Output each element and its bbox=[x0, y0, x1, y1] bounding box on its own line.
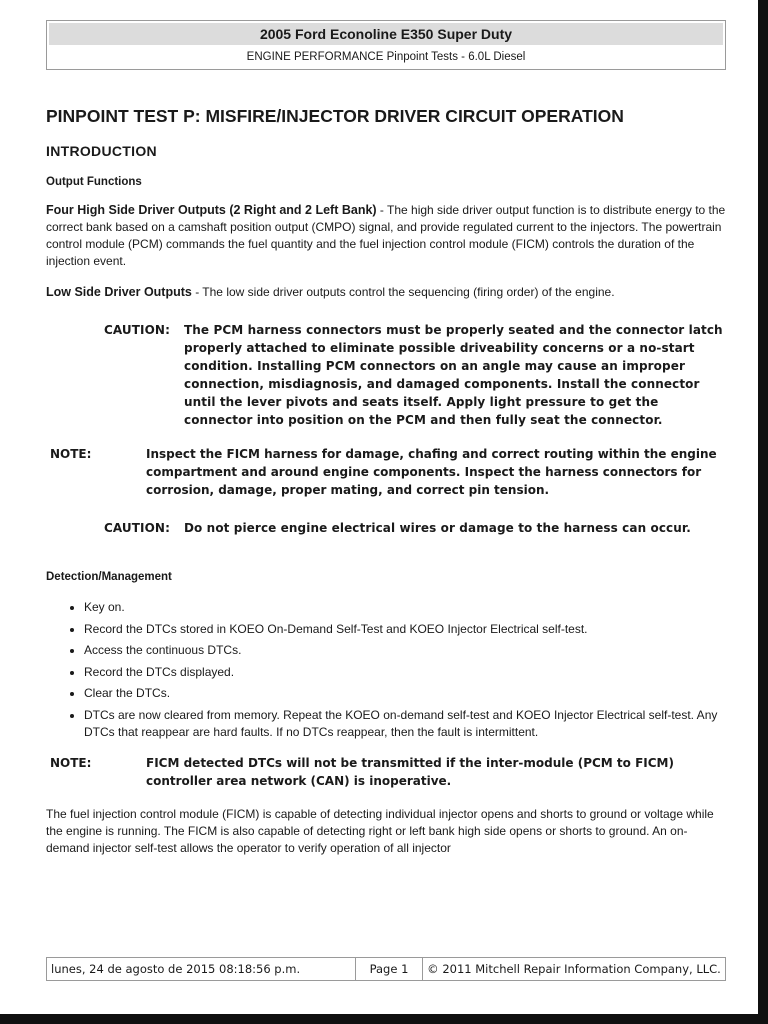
high-side-paragraph bbox=[46, 202, 726, 270]
note-block bbox=[50, 445, 726, 499]
document-body bbox=[46, 100, 726, 857]
list-item: • DTCs are now cleared from memory. Repeat the KOEO on-demand self-test and KOEO Injector Electrical self-test. Any DTCs that reappear are hard faults. If no DTCs reappear, then the fault is intermittent. bbox=[84, 707, 726, 742]
vehicle-title: 2005 Ford Econoline E350 Super Duty bbox=[49, 23, 723, 45]
caution-block bbox=[104, 321, 726, 429]
note-block-2 bbox=[50, 754, 726, 790]
caution-label-2: CAUTION: bbox=[104, 521, 170, 535]
page-header bbox=[46, 20, 726, 70]
low-side-lead: Low Side Driver Outputs bbox=[46, 285, 192, 299]
introduction-heading: INTRODUCTION bbox=[46, 143, 157, 159]
list-item: • Access the continuous DTCs. bbox=[84, 642, 726, 660]
note-text: Inspect the FICM harness for damage, chafing and correct routing within the engine compartment and around engine components. Inspect the harness connectors for corrosion, damage, proper mating, and correct pin tension. bbox=[146, 447, 717, 497]
caution-label: CAUTION: bbox=[104, 323, 170, 337]
caution-text-2: Do not pierce engine electrical wires or damage to the harness can occur. bbox=[184, 521, 691, 535]
footer-copyright: © 2011 Mitchell Repair Information Company, LLC. bbox=[427, 962, 721, 976]
ficm-paragraph: The fuel injection control module (FICM) is capable of detecting individual injector opens and shorts to ground or voltage while the engine is running. The FICM is also capable of detecting right or left bank high side opens or shorts to ground. An on-demand injector self-test allows the operator to verify operation of all injector bbox=[46, 806, 714, 855]
test-title: PINPOINT TEST P: MISFIRE/INJECTOR DRIVER CIRCUIT OPERATION bbox=[46, 106, 624, 126]
list-item: • Clear the DTCs. bbox=[84, 685, 726, 703]
low-side-paragraph bbox=[46, 284, 726, 301]
caution-block-2 bbox=[104, 519, 726, 537]
caution-text: The PCM harness connectors must be properly seated and the connector latch properly attached to eliminate possible driveability concerns or a no-start condition. Installing PCM connectors on an angle may cause an improper connection, misdiagnosis, and damaged components. Install the connector until the lever pivots and seats itself. Apply light pressure to get the connector into position on the PCM and then fully seat the connector. bbox=[184, 323, 723, 427]
list-item: • Record the DTCs displayed. bbox=[84, 664, 726, 682]
list-item: • Key on. bbox=[84, 599, 726, 617]
high-side-text: - The high side driver output function is to distribute energy to the correct bank based on a camshaft position output (CMPO) signal, and provide regulated current to the injectors. The powertrain control module (PCM) commands the fuel quantity and the fuel injection control module (FICM) controls the duration of the injection event. bbox=[46, 203, 726, 268]
detection-heading: Detection/Management bbox=[46, 571, 172, 583]
detection-steps-list bbox=[46, 599, 726, 742]
page-footer bbox=[46, 957, 726, 981]
section-subtitle: ENGINE PERFORMANCE Pinpoint Tests - 6.0L Diesel bbox=[246, 51, 526, 63]
footer-date: lunes, 24 de agosto de 2015 08:18:56 p.m. bbox=[47, 958, 356, 980]
footer-page-number: Page 1 bbox=[356, 958, 423, 980]
note-label-2: NOTE: bbox=[50, 755, 92, 770]
low-side-text: - The low side driver outputs control the sequencing (firing order) of the engine. bbox=[191, 285, 615, 299]
note-text-2: FICM detected DTCs will not be transmitted if the inter-module (PCM to FICM) controller area network (CAN) is inoperative. bbox=[146, 755, 674, 788]
list-item: • Record the DTCs stored in KOEO On-Demand Self-Test and KOEO Injector Electrical self-test. bbox=[84, 621, 726, 639]
high-side-lead: Four High Side Driver Outputs (2 Right and 2 Left Bank) bbox=[46, 203, 377, 217]
output-functions-heading: Output Functions bbox=[46, 176, 142, 188]
note-label: NOTE: bbox=[50, 447, 92, 461]
